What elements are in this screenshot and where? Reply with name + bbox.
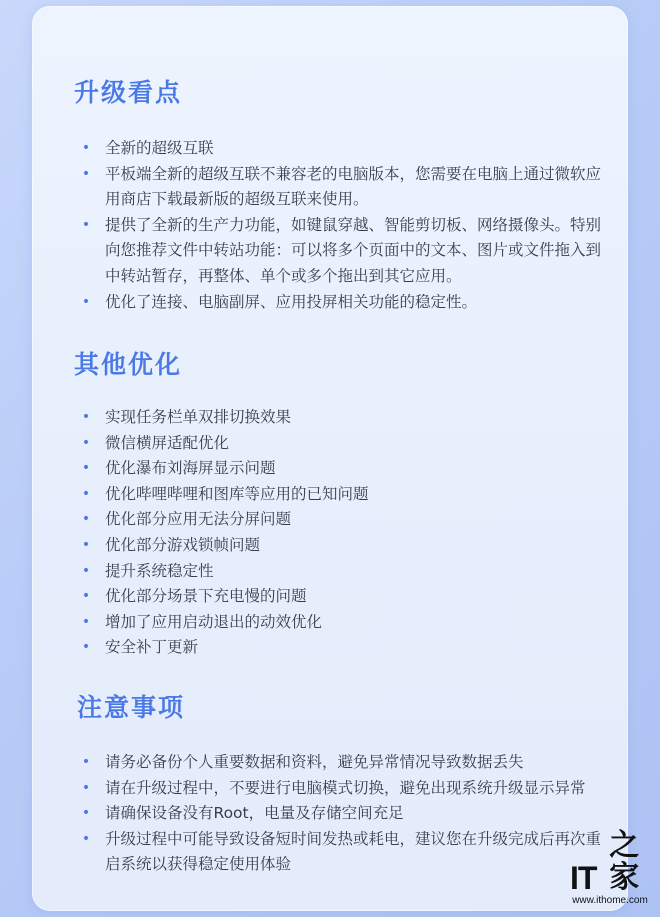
- bullet-icon: •: [81, 140, 91, 156]
- bullet-icon: •: [81, 588, 91, 605]
- list-item: • 提升系统稳定性: [80, 559, 602, 585]
- ithome-logo-icon: [570, 830, 650, 894]
- bullet-icon: •: [81, 165, 91, 182]
- bullet-icon: •: [81, 216, 91, 233]
- list-item: • 优化了连接、电脑副屏、应用投屏相关功能的稳定性。: [80, 290, 602, 316]
- list-item: • 请确保设备没有Root，电量及存储空间充足: [80, 801, 602, 827]
- list-item: • 全新的超级互联: [80, 136, 602, 162]
- bullet-icon: •: [81, 511, 91, 528]
- bullet-icon: •: [81, 460, 91, 477]
- logo-it-text: IT: [570, 860, 597, 896]
- list-item: • 安全补丁更新: [80, 635, 602, 661]
- bullet-icon: •: [81, 805, 91, 822]
- list-item: • 微信横屏适配优化: [80, 431, 602, 457]
- bullet-icon: •: [81, 613, 91, 630]
- bullet-icon: •: [81, 434, 91, 451]
- section-title-other-optimizations: 其他优化: [74, 350, 183, 379]
- bullet-icon: •: [81, 754, 91, 770]
- bullet-icon: •: [81, 409, 91, 425]
- list-item: • 请务必备份个人重要数据和资料，避免异常情况导致数据丢失: [80, 750, 602, 776]
- notes-list: [80, 750, 602, 878]
- list-item: • 优化部分应用无法分屏问题: [80, 507, 602, 533]
- bullet-icon: •: [81, 830, 91, 847]
- bullet-icon: •: [81, 779, 91, 796]
- list-item: • 升级过程中可能导致设备短时间发热或耗电，建议您在升级完成后再次重启系统以获得稳定使用体验: [80, 827, 602, 878]
- list-item: • 增加了应用启动退出的动效优化: [80, 610, 602, 636]
- release-notes-card: [32, 6, 628, 911]
- optimizations-list: [80, 405, 602, 661]
- bullet-icon: •: [81, 536, 91, 553]
- bullet-icon: •: [81, 639, 91, 656]
- section-title-highlights: 升级看点: [74, 78, 183, 107]
- list-item: • 提供了全新的生产力功能，如键鼠穿越、智能剪切板、网络摄像头。特别向您推荐文件中转站功能：可以将多个页面中的文本、图片或文件拖入到中转站暂存，再整体、单个或多个拖出到其它应用。: [80, 213, 602, 290]
- list-item: • 请在升级过程中，不要进行电脑模式切换，避免出现系统升级显示异常: [80, 776, 602, 802]
- ithome-watermark: [570, 830, 650, 907]
- bullet-icon: •: [81, 562, 91, 579]
- list-item: • 优化部分游戏锁帧问题: [80, 533, 602, 559]
- logo-char: 之家: [609, 828, 640, 895]
- bullet-icon: •: [81, 293, 91, 310]
- highlights-list: [80, 136, 602, 315]
- watermark-url: www.ithome.com: [572, 895, 648, 906]
- list-item: • 优化瀑布刘海屏显示问题: [80, 456, 602, 482]
- list-item: • 优化哔哩哔哩和图库等应用的已知问题: [80, 482, 602, 508]
- list-item: • 优化部分场景下充电慢的问题: [80, 584, 602, 610]
- bullet-icon: •: [81, 485, 91, 502]
- list-item: • 平板端全新的超级互联不兼容老的电脑版本，您需要在电脑上通过微软应用商店下载最新版的超级互联来使用。: [80, 162, 602, 213]
- section-title-notes: 注意事项: [77, 693, 186, 722]
- list-item: • 实现任务栏单双排切换效果: [80, 405, 602, 431]
